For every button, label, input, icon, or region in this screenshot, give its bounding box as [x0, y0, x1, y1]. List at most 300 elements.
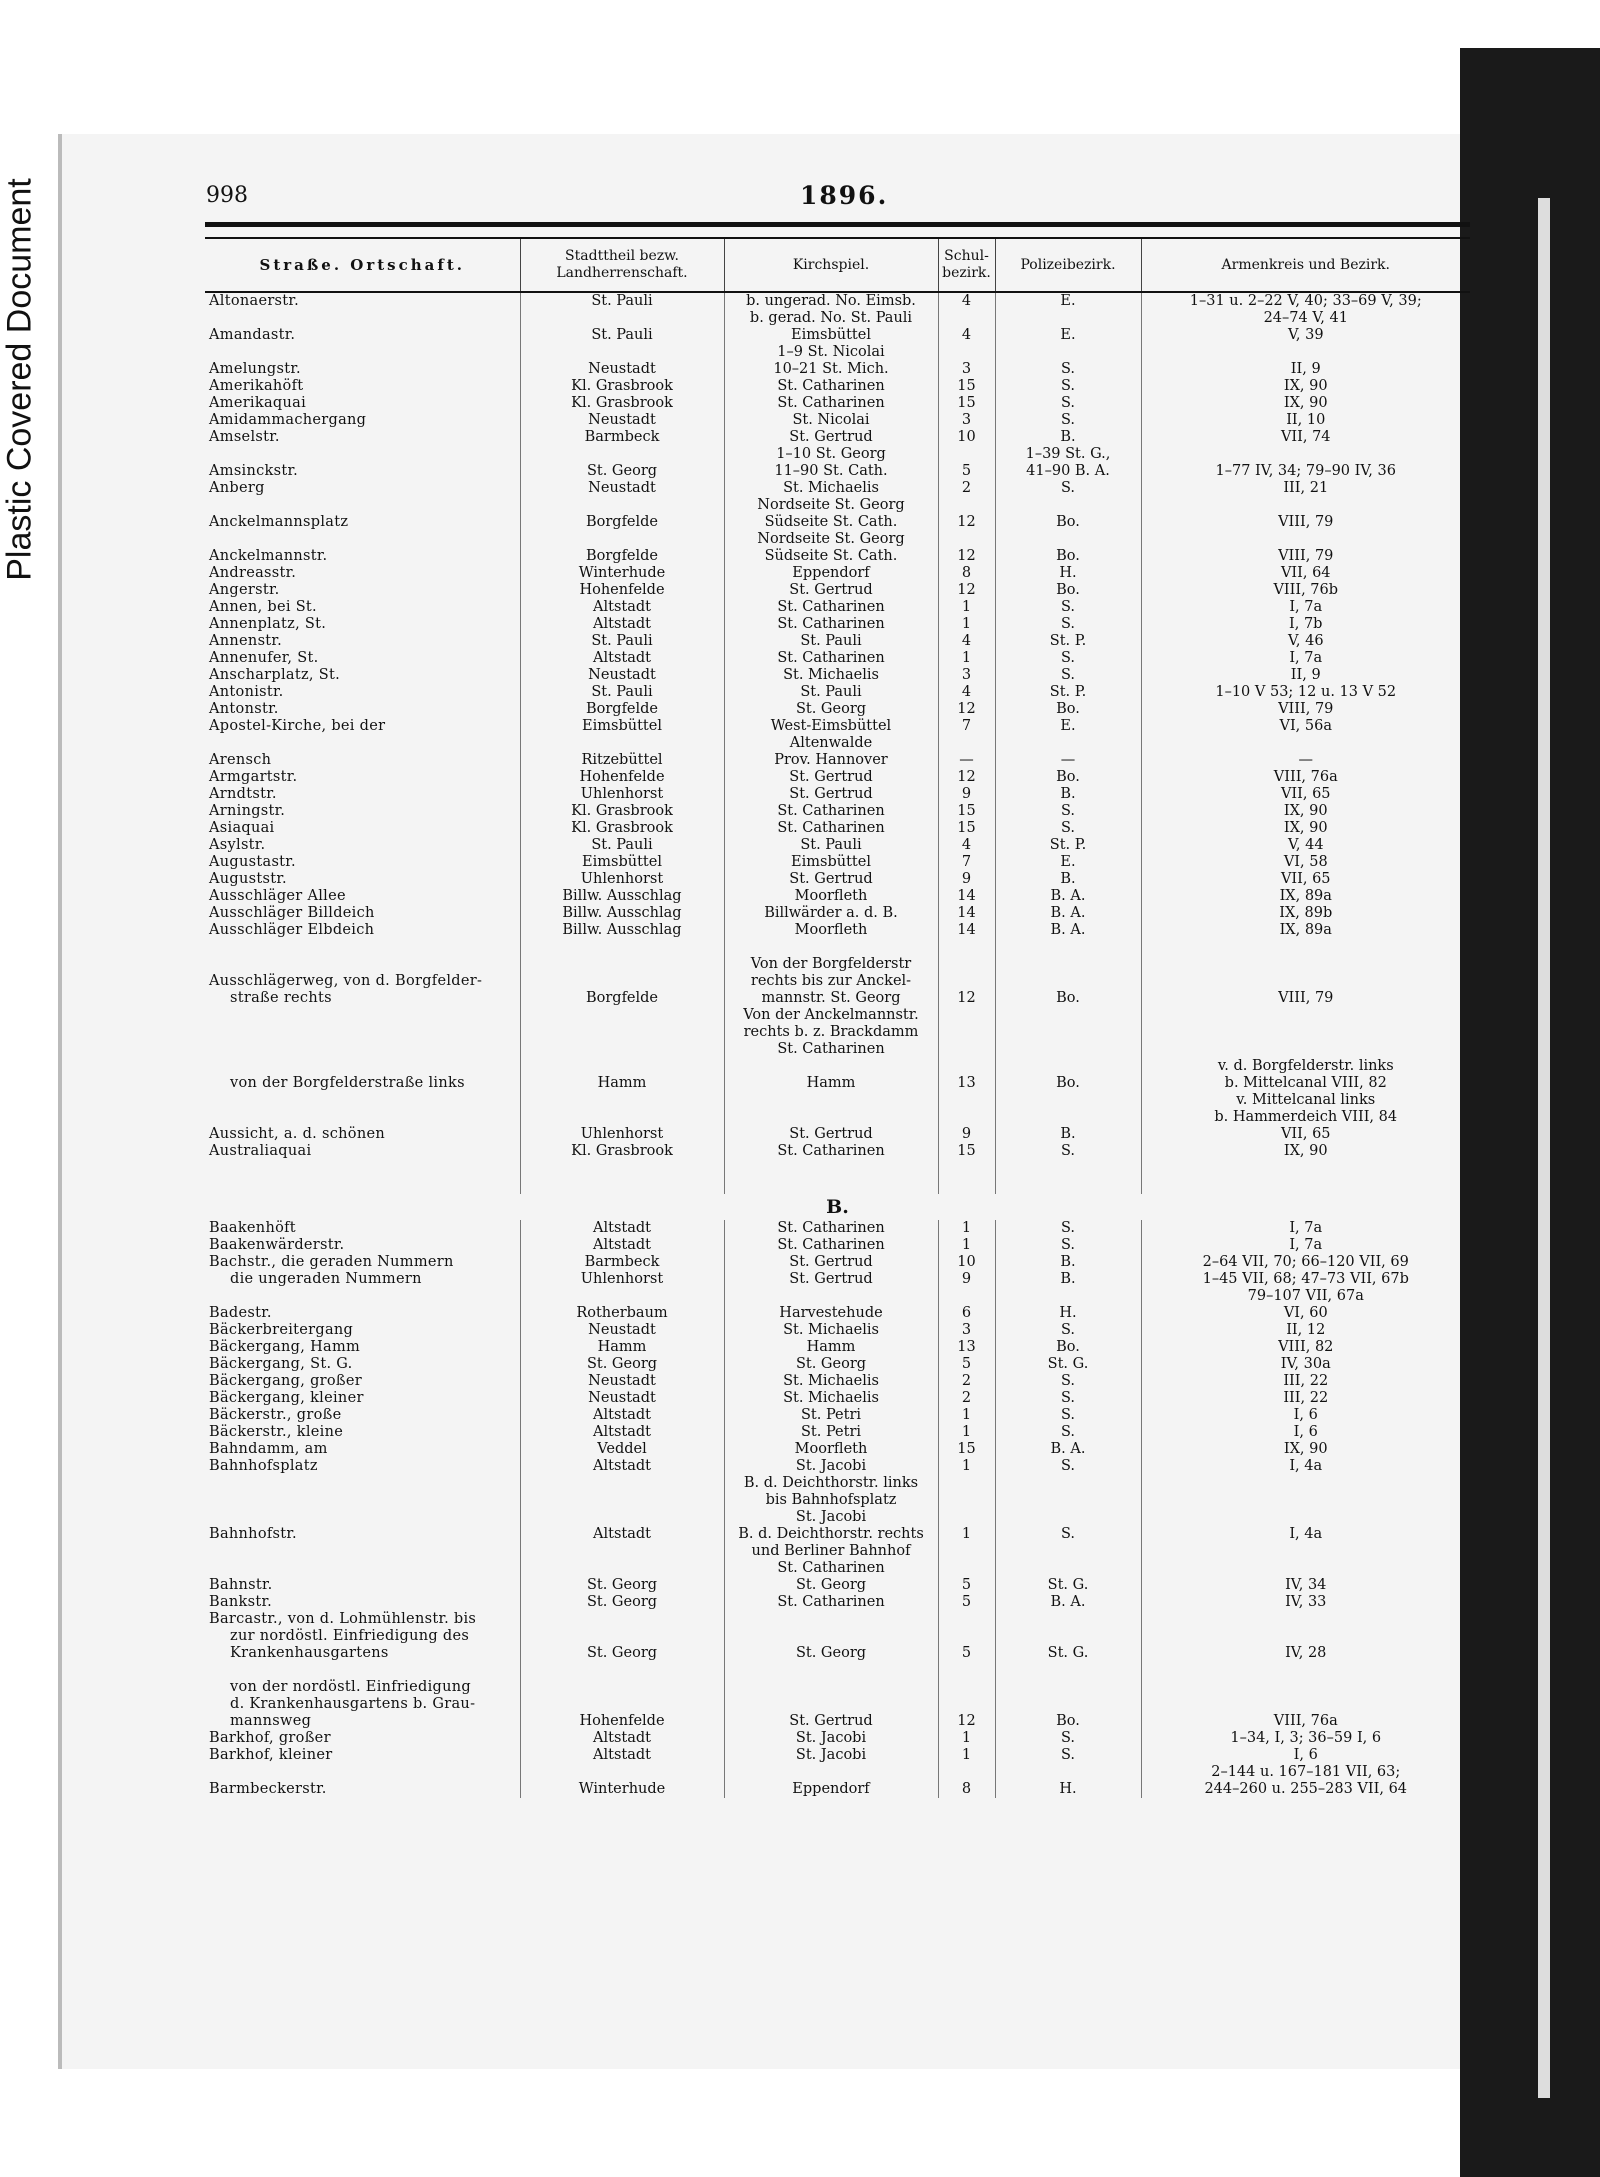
page-number: 998	[206, 183, 248, 208]
cell-police: St. G.	[995, 1645, 1141, 1662]
table-row	[205, 1730, 1470, 1747]
cell-name: Amselstr.	[209, 429, 280, 446]
cell-parish: Nordseite St. Georg	[724, 497, 938, 514]
cell-district: St. Georg	[520, 1594, 724, 1611]
cell-school: 13	[938, 1339, 995, 1356]
cell-district	[520, 1109, 724, 1126]
cell-poor: I, 7a	[1141, 1237, 1470, 1254]
cell-police: St. G.	[995, 1577, 1141, 1594]
cell-police: S.	[995, 667, 1141, 684]
cell-parish: St. Michaelis	[724, 480, 938, 497]
cell-poor: VIII, 82	[1141, 1339, 1470, 1356]
table-row	[205, 480, 1470, 497]
cell-poor: b. Hammerdeich VIII, 84	[1141, 1109, 1470, 1126]
cell-district	[520, 1177, 724, 1194]
cell-police	[995, 1543, 1141, 1560]
cell-name: Auguststr.	[209, 871, 287, 888]
table-row	[205, 1696, 1470, 1713]
cell-school: 2	[938, 1390, 995, 1407]
cell-parish: Prov. Hannover	[724, 752, 938, 769]
cell-name: Amandastr.	[209, 327, 296, 344]
cell-name: Aussicht, a. d. schönen	[209, 1126, 385, 1143]
cell-parish: 1–10 St. Georg	[724, 446, 938, 463]
cell-name: Bahnhofstr.	[209, 1526, 297, 1543]
cell-police	[995, 1764, 1141, 1781]
cell-police: H.	[995, 1305, 1141, 1322]
cell-parish: Altenwalde	[724, 735, 938, 752]
cell-police: —	[995, 752, 1141, 769]
cell-school: 2	[938, 1373, 995, 1390]
cell-parish	[724, 1628, 938, 1645]
table-row	[205, 1143, 1470, 1160]
cell-parish: Harvestehude	[724, 1305, 938, 1322]
cell-name: Barkhof, großer	[209, 1730, 331, 1747]
cell-poor: I, 7b	[1141, 616, 1470, 633]
cell-parish: St. Catharinen	[724, 1143, 938, 1160]
cell-name: Anckelmannstr.	[209, 548, 328, 565]
cell-police: B. A.	[995, 888, 1141, 905]
cell-poor: III, 21	[1141, 480, 1470, 497]
cell-police: B.	[995, 1271, 1141, 1288]
table-row	[205, 361, 1470, 378]
cell-parish: St. Gertrud	[724, 769, 938, 786]
cell-poor	[1141, 956, 1470, 973]
col-district: Stadttheil bezw. Landherrenschaft.	[520, 238, 724, 292]
cell-district: Hamm	[520, 1339, 724, 1356]
cell-school: 9	[938, 1271, 995, 1288]
cell-parish: St. Catharinen	[724, 803, 938, 820]
cell-school: 15	[938, 820, 995, 837]
cell-district	[520, 1041, 724, 1058]
cell-name: Barkhof, kleiner	[209, 1747, 333, 1764]
cell-district	[520, 973, 724, 990]
cell-school: 5	[938, 1577, 995, 1594]
cell-police: St. P.	[995, 837, 1141, 854]
table-row	[205, 820, 1470, 837]
table-row	[205, 344, 1470, 361]
cell-district	[520, 1492, 724, 1509]
cell-name: Bachstr., die geraden Nummern	[209, 1254, 454, 1271]
cell-district	[520, 939, 724, 956]
cell-parish: St. Nicolai	[724, 412, 938, 429]
cell-school	[938, 446, 995, 463]
cell-poor: VIII, 76a	[1141, 769, 1470, 786]
cell-district: Rotherbaum	[520, 1305, 724, 1322]
cell-police: Bo.	[995, 990, 1141, 1007]
table-row	[205, 1058, 1470, 1075]
cell-district: St. Pauli	[520, 633, 724, 650]
cell-parish: St. Gertrud	[724, 1126, 938, 1143]
cell-school	[938, 1611, 995, 1628]
cell-parish: Hamm	[724, 1075, 938, 1092]
cell-school: 14	[938, 888, 995, 905]
cell-name	[205, 1662, 520, 1679]
cell-school: 12	[938, 582, 995, 599]
cell-district: Winterhude	[520, 565, 724, 582]
cell-name: Apostel-Kirche, bei der	[209, 718, 386, 735]
cell-parish: St. Gertrud	[724, 1713, 938, 1730]
cell-poor: IX, 89a	[1141, 922, 1470, 939]
cell-district: Altstadt	[520, 1237, 724, 1254]
cell-police: St. P.	[995, 684, 1141, 701]
cell-poor: v. d. Borgfelderstr. links	[1141, 1058, 1470, 1075]
cell-poor: V, 46	[1141, 633, 1470, 650]
cell-parish	[724, 1611, 938, 1628]
cell-district: Altstadt	[520, 1220, 724, 1237]
table-row	[205, 1407, 1470, 1424]
cell-police: S.	[995, 378, 1141, 395]
cell-police: S.	[995, 1373, 1141, 1390]
cell-police: S.	[995, 480, 1141, 497]
cell-school	[938, 1475, 995, 1492]
cell-district	[520, 1288, 724, 1305]
cell-poor: 79–107 VII, 67a	[1141, 1288, 1470, 1305]
cell-school: 4	[938, 292, 995, 310]
cell-school: 1	[938, 1526, 995, 1543]
cell-police	[995, 1628, 1141, 1645]
cell-parish: Moorfleth	[724, 888, 938, 905]
cell-parish	[724, 939, 938, 956]
cell-school	[938, 1679, 995, 1696]
cell-district	[520, 1007, 724, 1024]
cell-parish: St. Gertrud	[724, 1271, 938, 1288]
cell-poor: 1–45 VII, 68; 47–73 VII, 67b	[1141, 1271, 1470, 1288]
cell-police: B.	[995, 429, 1141, 446]
cell-parish: B. d. Deichthorstr. rechts	[724, 1526, 938, 1543]
cell-police: S.	[995, 395, 1141, 412]
cell-parish: Moorfleth	[724, 1441, 938, 1458]
cell-name: Bäckergang, großer	[209, 1373, 363, 1390]
cell-name: Amerikahöft	[209, 378, 304, 395]
cell-name: Barcastr., von d. Lohmühlenstr. bis	[209, 1611, 477, 1628]
cell-district: Kl. Grasbrook	[520, 378, 724, 395]
table-row	[205, 888, 1470, 905]
cell-school	[938, 497, 995, 514]
cell-police: St. P.	[995, 633, 1141, 650]
cell-poor	[1141, 735, 1470, 752]
cell-district	[520, 446, 724, 463]
cell-parish: West-Eimsbüttel	[724, 718, 938, 735]
cell-parish: St. Catharinen	[724, 650, 938, 667]
cell-police: Bo.	[995, 514, 1141, 531]
cell-school	[938, 956, 995, 973]
cell-name	[205, 497, 520, 514]
cell-parish	[724, 1288, 938, 1305]
table-row	[205, 922, 1470, 939]
cell-poor: VIII, 79	[1141, 548, 1470, 565]
cell-name	[205, 735, 520, 752]
table-row	[205, 990, 1470, 1007]
cell-name	[205, 344, 520, 361]
cell-poor: III, 22	[1141, 1390, 1470, 1407]
table-header	[205, 238, 1470, 292]
table-row	[205, 1109, 1470, 1126]
cell-name: Annenstr.	[209, 633, 282, 650]
cell-name	[205, 1543, 520, 1560]
cell-parish: rechts b. z. Brackdamm	[724, 1024, 938, 1041]
cell-parish: Eppendorf	[724, 565, 938, 582]
cell-parish: Eimsbüttel	[724, 854, 938, 871]
cell-district: Veddel	[520, 1441, 724, 1458]
cell-school: 9	[938, 1126, 995, 1143]
table-row	[205, 395, 1470, 412]
cell-school: 1	[938, 1220, 995, 1237]
cell-police	[995, 1041, 1141, 1058]
cell-poor: IX, 90	[1141, 395, 1470, 412]
table-row	[205, 1356, 1470, 1373]
cell-school: 15	[938, 1441, 995, 1458]
table-row	[205, 1441, 1470, 1458]
cell-name: Barmbeckerstr.	[209, 1781, 327, 1798]
cell-name: Bahndamm, am	[209, 1441, 328, 1458]
cell-district: Borgfelde	[520, 701, 724, 718]
table-row	[205, 1764, 1470, 1781]
cell-name: Amidammachergang	[209, 412, 367, 429]
cell-school: 1	[938, 599, 995, 616]
cell-parish: St. Gertrud	[724, 1254, 938, 1271]
cell-school: 15	[938, 803, 995, 820]
cell-poor: 24–74 V, 41	[1141, 310, 1470, 327]
cell-district: St. Pauli	[520, 327, 724, 344]
cell-poor	[1141, 1007, 1470, 1024]
cell-police	[995, 1109, 1141, 1126]
cell-poor: III, 22	[1141, 1373, 1470, 1390]
cell-police: 41–90 B. A.	[995, 463, 1141, 480]
cell-police: S.	[995, 803, 1141, 820]
cell-district: Uhlenhorst	[520, 1126, 724, 1143]
cell-parish	[724, 1109, 938, 1126]
cell-district	[520, 497, 724, 514]
cell-police: 1–39 St. G.,	[995, 446, 1141, 463]
cell-police: Bo.	[995, 1339, 1141, 1356]
cell-police: Bo.	[995, 548, 1141, 565]
cell-police: B.	[995, 1254, 1141, 1271]
cell-parish: St. Gertrud	[724, 871, 938, 888]
cell-district: Hohenfelde	[520, 1713, 724, 1730]
cell-school	[938, 531, 995, 548]
cell-name: von der Borgfelderstraße links	[230, 1075, 465, 1092]
table-row	[205, 803, 1470, 820]
side-label-text: Plastic Covered Document	[0, 178, 39, 581]
cell-district: Barmbeck	[520, 429, 724, 446]
table-row	[205, 1220, 1470, 1237]
cell-parish: Eppendorf	[724, 1781, 938, 1798]
table-row	[205, 786, 1470, 803]
cell-district: Altstadt	[520, 1730, 724, 1747]
cell-school	[938, 1543, 995, 1560]
cell-police	[995, 956, 1141, 973]
cell-name: Bäckerstr., kleine	[209, 1424, 344, 1441]
table-row	[205, 1611, 1470, 1628]
cell-name: Antonstr.	[209, 701, 279, 718]
cell-name: Altonaerstr.	[209, 293, 299, 310]
section-b	[205, 1220, 1470, 1798]
cell-police: B. A.	[995, 1594, 1141, 1611]
cell-name: Armgartstr.	[209, 769, 298, 786]
cell-police	[995, 531, 1141, 548]
cell-parish: St. Michaelis	[724, 1322, 938, 1339]
cell-district: Altstadt	[520, 1747, 724, 1764]
cell-parish: St. Catharinen	[724, 1594, 938, 1611]
table-row	[205, 1237, 1470, 1254]
cell-district: Kl. Grasbrook	[520, 395, 724, 412]
cell-school: 1	[938, 616, 995, 633]
cell-poor: I, 7a	[1141, 650, 1470, 667]
cell-poor: I, 4a	[1141, 1526, 1470, 1543]
cell-school: 15	[938, 395, 995, 412]
cell-school	[938, 1058, 995, 1075]
cell-parish: Von der Anckelmannstr.	[724, 1007, 938, 1024]
cell-district	[520, 1475, 724, 1492]
table-row	[205, 837, 1470, 854]
cell-district: St. Georg	[520, 1645, 724, 1662]
cell-parish: St. Catharinen	[724, 1220, 938, 1237]
cell-school	[938, 1109, 995, 1126]
cell-poor	[1141, 1041, 1470, 1058]
cell-district: Altstadt	[520, 650, 724, 667]
cell-district	[520, 1611, 724, 1628]
cell-district	[520, 344, 724, 361]
cell-school: 9	[938, 786, 995, 803]
table-row	[205, 1305, 1470, 1322]
cell-parish	[724, 1058, 938, 1075]
cell-parish: St. Michaelis	[724, 1373, 938, 1390]
header-rule	[205, 222, 1470, 227]
cell-poor: V, 44	[1141, 837, 1470, 854]
cell-poor: IX, 89a	[1141, 888, 1470, 905]
cell-name: straße rechts	[230, 990, 332, 1007]
table-row	[205, 752, 1470, 769]
cell-police: S.	[995, 1526, 1141, 1543]
cell-poor	[1141, 1543, 1470, 1560]
table-row	[205, 1271, 1470, 1288]
table-row	[205, 1254, 1470, 1271]
cell-parish	[724, 1177, 938, 1194]
cell-district: Altstadt	[520, 599, 724, 616]
cell-parish: St. Jacobi	[724, 1730, 938, 1747]
cell-name: d. Krankenhausgartens b. Grau-	[230, 1696, 476, 1713]
cell-police: Bo.	[995, 769, 1141, 786]
cell-district: Neustadt	[520, 1373, 724, 1390]
cell-name: Arningstr.	[209, 803, 286, 820]
cell-school	[938, 1024, 995, 1041]
cell-poor	[1141, 973, 1470, 990]
table-row	[205, 429, 1470, 446]
cell-poor: I, 4a	[1141, 1458, 1470, 1475]
cell-school	[938, 1041, 995, 1058]
cell-district	[520, 1662, 724, 1679]
cell-poor: II, 9	[1141, 667, 1470, 684]
cell-name: Antonistr.	[209, 684, 284, 701]
cell-school: 7	[938, 718, 995, 735]
cell-police: S.	[995, 599, 1141, 616]
cell-school	[938, 1160, 995, 1177]
cell-parish: 10–21 St. Mich.	[724, 361, 938, 378]
table-row	[205, 582, 1470, 599]
cell-police	[995, 310, 1141, 327]
table-row	[205, 1543, 1470, 1560]
cell-parish: St. Petri	[724, 1407, 938, 1424]
table-row	[205, 531, 1470, 548]
col-school: Schul- bezirk.	[938, 238, 995, 292]
col-parish: Kirchspiel.	[724, 238, 938, 292]
table-row	[205, 446, 1470, 463]
cell-parish	[724, 1160, 938, 1177]
table-row	[205, 667, 1470, 684]
cell-school: 1	[938, 1237, 995, 1254]
cell-school: 1	[938, 1407, 995, 1424]
cell-parish: St. Jacobi	[724, 1509, 938, 1526]
cell-district: Neustadt	[520, 667, 724, 684]
cell-school: 9	[938, 871, 995, 888]
cell-police: B. A.	[995, 922, 1141, 939]
cell-district: Winterhude	[520, 1781, 724, 1798]
cell-school: 2	[938, 480, 995, 497]
cell-poor: IX, 90	[1141, 378, 1470, 395]
cell-police: S.	[995, 1747, 1141, 1764]
table-row	[205, 1339, 1470, 1356]
cell-parish: St. Catharinen	[724, 599, 938, 616]
section-letter-b: B.	[826, 1195, 849, 1218]
cell-name: Asiaquai	[209, 820, 275, 837]
table-row	[205, 1177, 1470, 1194]
cell-name: Ausschlägerweg, von d. Borgfelder-	[209, 973, 483, 990]
cell-police	[995, 1024, 1141, 1041]
cell-parish	[724, 1679, 938, 1696]
table-row	[205, 735, 1470, 752]
cell-school: 15	[938, 1143, 995, 1160]
cell-school: 1	[938, 1747, 995, 1764]
cell-parish: Südseite St. Cath.	[724, 514, 938, 531]
cell-police	[995, 973, 1141, 990]
cell-district: Billw. Ausschlag	[520, 888, 724, 905]
cell-school: 12	[938, 514, 995, 531]
cell-name	[205, 1092, 520, 1109]
cell-police	[995, 1007, 1141, 1024]
cell-police	[995, 1288, 1141, 1305]
cell-parish	[724, 1696, 938, 1713]
cell-school: 4	[938, 327, 995, 344]
table-row	[205, 633, 1470, 650]
cell-police	[995, 1509, 1141, 1526]
cell-parish: St. Petri	[724, 1424, 938, 1441]
cell-school	[938, 344, 995, 361]
cell-name	[205, 1492, 520, 1509]
cell-poor: I, 7a	[1141, 599, 1470, 616]
cell-poor: VIII, 79	[1141, 701, 1470, 718]
cell-district: Altstadt	[520, 616, 724, 633]
table-row	[205, 1390, 1470, 1407]
page-year: 1896.	[800, 181, 889, 210]
cell-district: St. Pauli	[520, 684, 724, 701]
table-row	[205, 599, 1470, 616]
cell-police	[995, 1092, 1141, 1109]
cell-poor	[1141, 531, 1470, 548]
cell-police: S.	[995, 1458, 1141, 1475]
cell-name: Ausschläger Billdeich	[209, 905, 375, 922]
cell-school: 12	[938, 1713, 995, 1730]
cell-name: Bäckergang, St. G.	[209, 1356, 353, 1373]
table-row	[205, 514, 1470, 531]
cell-district	[520, 1160, 724, 1177]
side-label	[0, 0, 42, 760]
cell-school: 3	[938, 361, 995, 378]
section-a	[205, 292, 1470, 1194]
cell-name: zur nordöstl. Einfriedigung des	[230, 1628, 470, 1645]
cell-poor: 1–31 u. 2–22 V, 40; 33–69 V, 39;	[1141, 292, 1470, 310]
cell-district: Neustadt	[520, 412, 724, 429]
page-stack-edge	[1538, 198, 1550, 2098]
